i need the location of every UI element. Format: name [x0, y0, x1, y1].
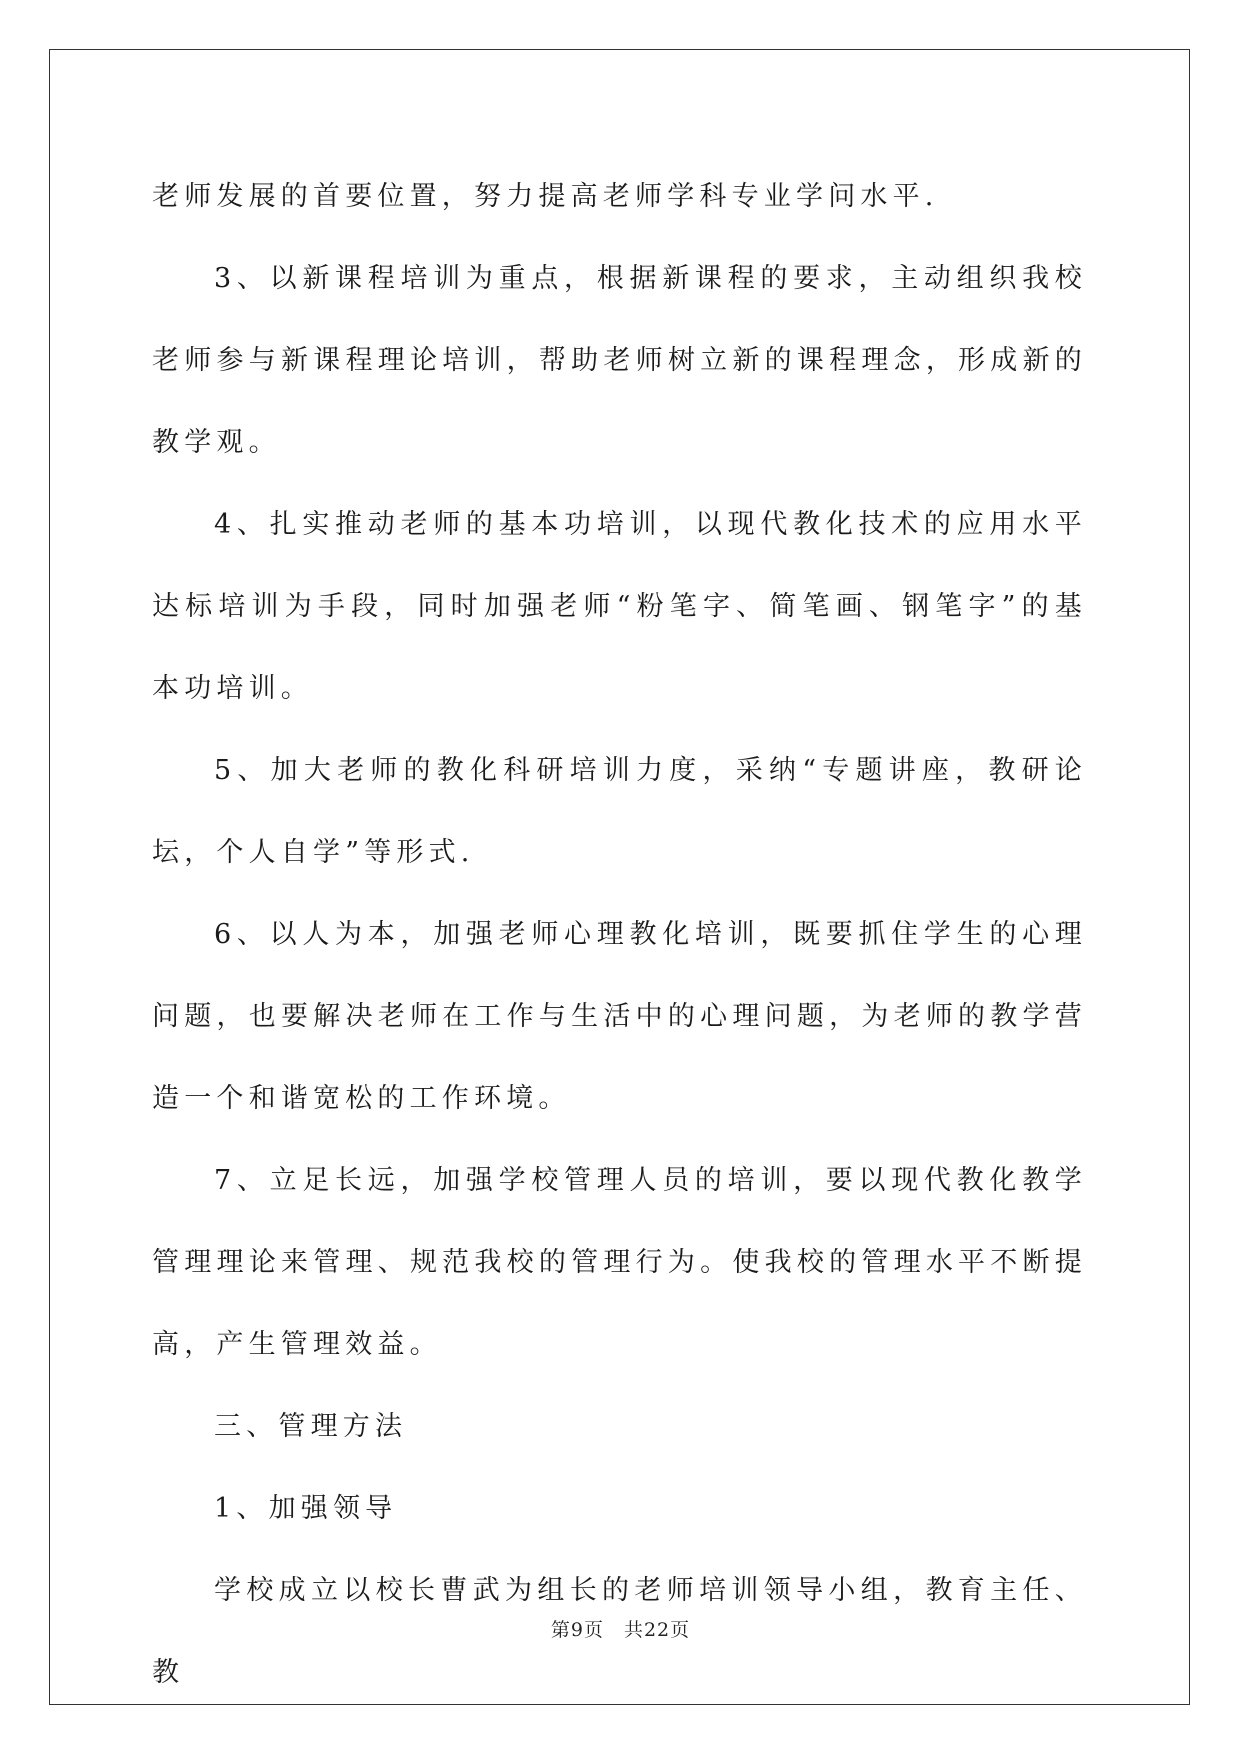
paragraph-1: 老师发展的首要位置，努力提高老师学科专业学问水平.	[152, 181, 939, 212]
paragraph-4: 5、加大老师的教化科研培训力度，采纳“专题讲座，教研论坛，个人自学”等形式.	[152, 755, 1087, 868]
page-footer	[0, 1615, 1241, 1642]
paragraph-3: 4、扎实推动老师的基本功培训，以现代教化技术的应用水平达标培训为手段，同时加强老师“粉笔字、简笔画、钢笔字”的基本功培训。	[152, 509, 1087, 704]
section-heading: 三、管理方法	[214, 1411, 408, 1442]
page-number-label: 第9页 共22页	[550, 1619, 691, 1641]
paragraph-7: 学校成立以校长曹武为组长的老师培训领导小组，教育主任、教	[152, 1575, 1087, 1688]
paragraph-5: 6、以人为本，加强老师心理教化培训，既要抓住学生的心理问题，也要解决老师在工作与生活中的心理问题，为老师的教学营造一个和谐宽松的工作环境。	[152, 919, 1087, 1114]
subsection-heading: 1、加强领导	[214, 1493, 398, 1524]
document-body	[152, 156, 1087, 1714]
paragraph-2: 3、以新课程培训为重点，根据新课程的要求，主动组织我校老师参与新课程理论培训，帮助老师树立新的课程理念，形成新的教学观。	[152, 263, 1087, 458]
paragraph-6: 7、立足长远，加强学校管理人员的培训，要以现代教化教学管理理论来管理、规范我校的管理行为。使我校的管理水平不断提高，产生管理效益。	[152, 1165, 1087, 1360]
